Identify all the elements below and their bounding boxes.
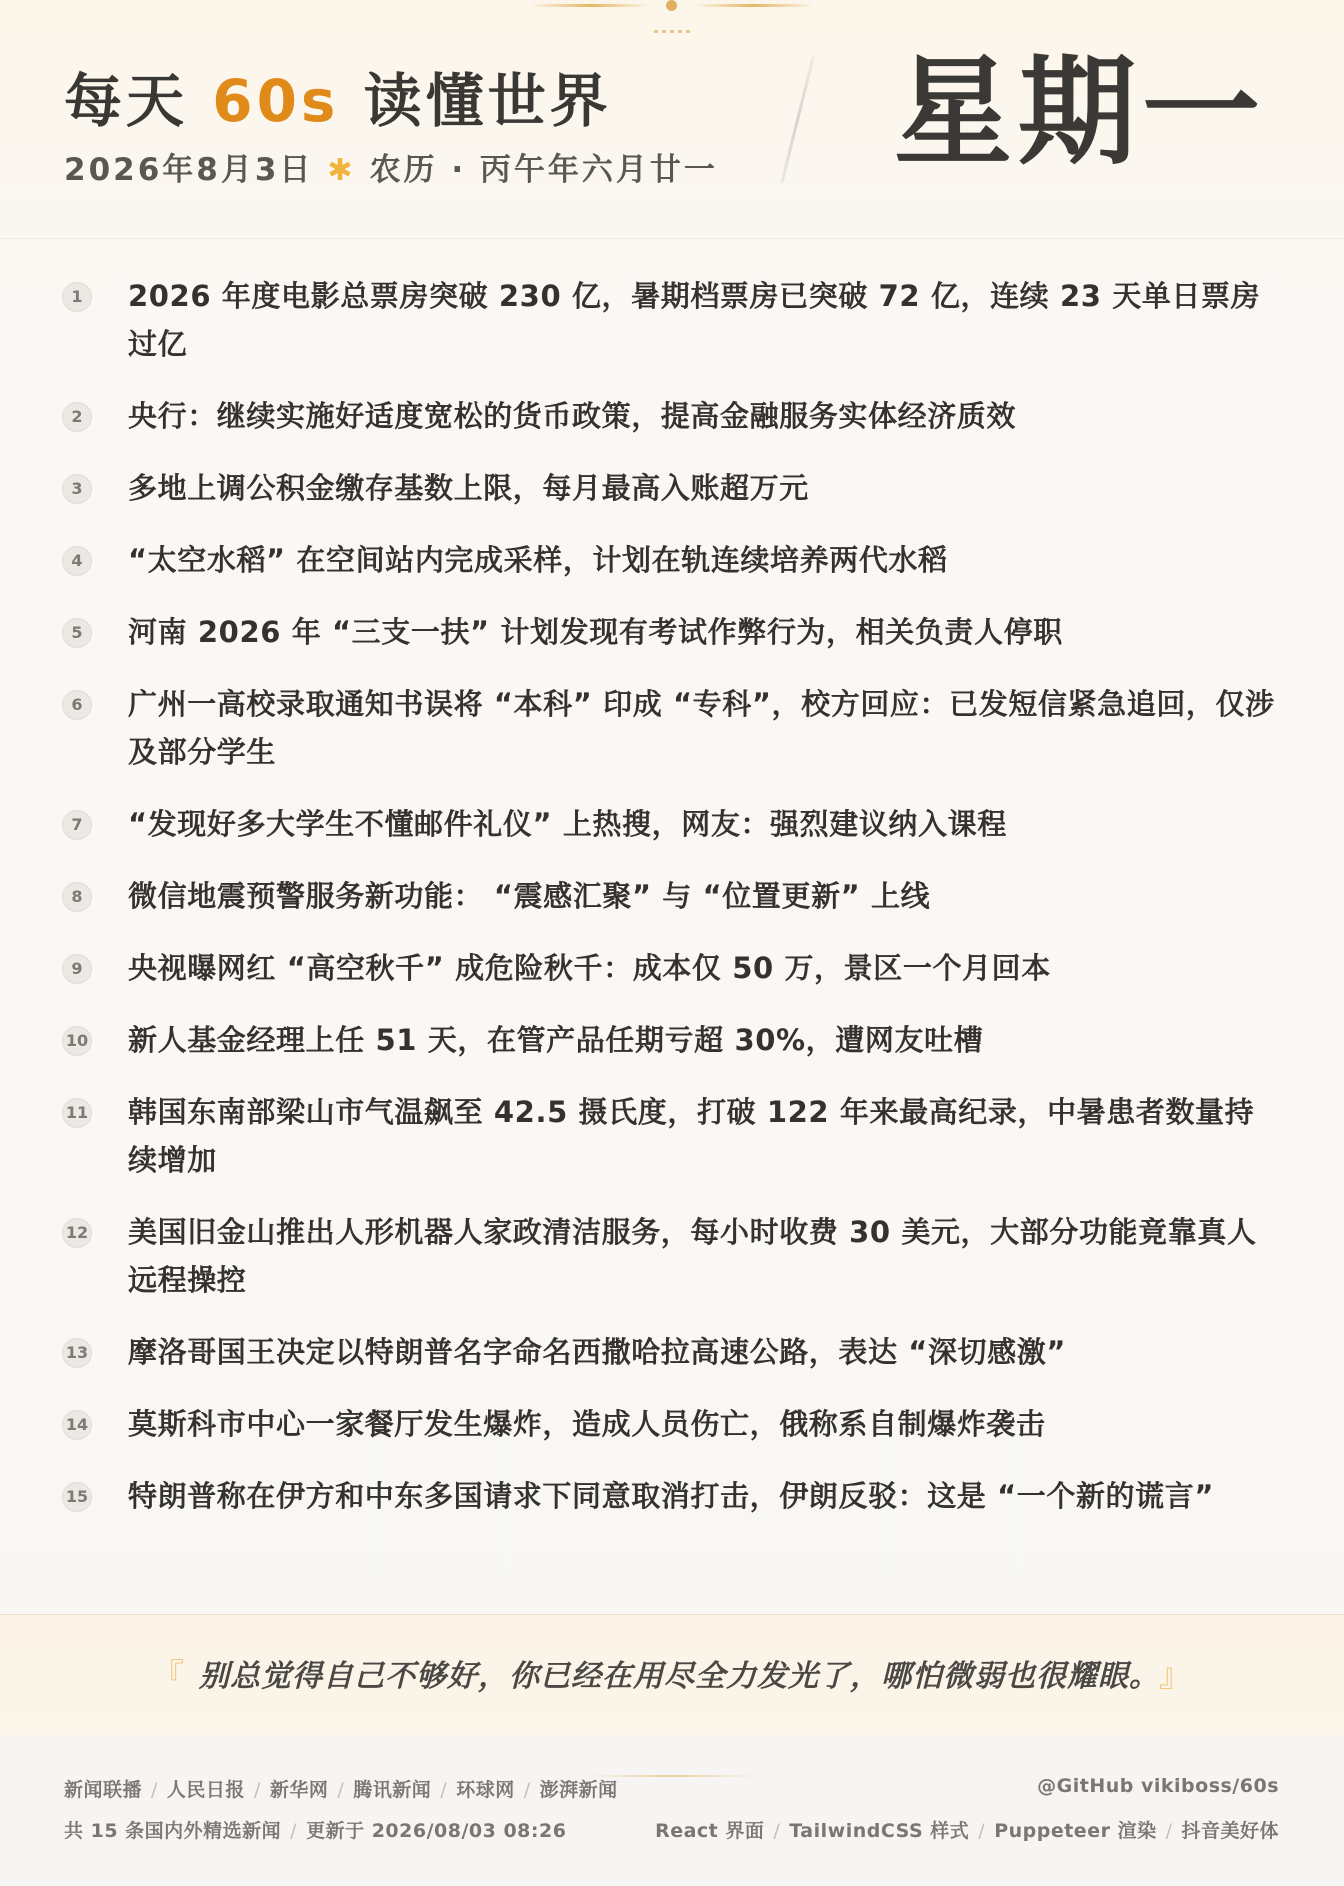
separator: / xyxy=(523,1779,531,1801)
ornament-line-right xyxy=(694,4,814,7)
news-source: 腾讯新闻 xyxy=(353,1779,432,1801)
quote-text: 别总觉得自己不够好，你已经在用尽全力发光了，哪怕微弱也很耀眼。 xyxy=(199,1659,1145,1694)
daily-quote xyxy=(0,1615,1344,1735)
separator: / xyxy=(773,1820,781,1842)
quote-open-mark: 『 xyxy=(151,1656,185,1694)
weekday: 星期一 xyxy=(893,43,1266,181)
date-row xyxy=(64,144,718,189)
news-source: 新闻联播 xyxy=(64,1779,143,1801)
news-item xyxy=(62,872,1282,920)
title-suffix: 读懂世界 xyxy=(363,67,612,135)
news-item xyxy=(62,944,1282,992)
news-number-badge: 14 xyxy=(62,1410,92,1440)
news-number-badge: 1 xyxy=(62,282,92,312)
news-number-badge: 5 xyxy=(62,618,92,648)
news-number-badge: 15 xyxy=(62,1482,92,1512)
gregorian-date: 2026年8月3日 xyxy=(64,152,314,188)
news-number-badge: 7 xyxy=(62,810,92,840)
github-link[interactable]: @GitHub vikiboss/60s xyxy=(1037,1775,1279,1797)
sparkle-icon: ✱ xyxy=(327,153,356,188)
news-item xyxy=(62,1016,1282,1064)
news-number-badge: 10 xyxy=(62,1026,92,1056)
news-count: 共 15 条国内外精选新闻 xyxy=(64,1820,282,1842)
sources-row xyxy=(64,1775,618,1802)
news-number-badge: 11 xyxy=(62,1098,92,1128)
news-headline: 广州一高校录取通知书误将 “本科” 印成 “专科”，校方回应：已发短信紧急追回，仅涉及部分学生 xyxy=(128,687,1275,769)
news-headline: “太空水稻” 在空间站内完成采样，计划在轨连续培养两代水稻 xyxy=(128,543,948,577)
news-number-badge: 9 xyxy=(62,954,92,984)
news-headline: 新人基金经理上任 51 天，在管产品任期亏超 30%，遭网友吐槽 xyxy=(128,1023,984,1057)
header xyxy=(0,0,1344,239)
separator: / xyxy=(290,1820,298,1842)
tech-credit: TailwindCSS 样式 xyxy=(789,1820,970,1842)
tech-credit: React 界面 xyxy=(655,1820,765,1842)
news-item xyxy=(62,1472,1282,1520)
news-number-badge: 12 xyxy=(62,1218,92,1248)
news-item xyxy=(62,1208,1282,1304)
news-item xyxy=(62,464,1282,512)
news-item xyxy=(62,1400,1282,1448)
news-item xyxy=(62,536,1282,584)
news-number-badge: 6 xyxy=(62,690,92,720)
news-item xyxy=(62,608,1282,656)
ornament-dashes xyxy=(654,30,690,33)
news-headline: 美国旧金山推出人形机器人家政清洁服务，每小时收费 30 美元，大部分功能竟靠真人远程操控 xyxy=(128,1215,1257,1297)
news-item xyxy=(62,1328,1282,1376)
separator: / xyxy=(253,1779,261,1801)
separator: / xyxy=(440,1779,448,1801)
news-headline: 莫斯科市中心一家餐厅发生爆炸，造成人员伤亡，俄称系自制爆炸袭击 xyxy=(128,1407,1046,1441)
news-headline: 河南 2026 年 “三支一扶” 计划发现有考试作弊行为，相关负责人停职 xyxy=(128,615,1063,649)
news-headline: 多地上调公积金缴存基数上限，每月最高入账超万元 xyxy=(128,471,809,505)
header-divider xyxy=(780,57,814,184)
news-item xyxy=(62,272,1282,368)
news-item xyxy=(62,800,1282,848)
quote-band xyxy=(0,1614,1344,1736)
news-number-badge: 8 xyxy=(62,882,92,912)
tech-credit: 抖音美好体 xyxy=(1181,1820,1279,1842)
news-headline: 央视曝网红 “高空秋千” 成危险秋千：成本仅 50 万，景区一个月回本 xyxy=(128,951,1051,985)
tech-credit: Puppeteer 渲染 xyxy=(994,1820,1157,1842)
meta-row xyxy=(64,1816,566,1843)
news-headline: “发现好多大学生不懂邮件礼仪” 上热搜，网友：强烈建议纳入课程 xyxy=(128,807,1007,841)
news-headline: 微信地震预警服务新功能： “震感汇聚” 与 “位置更新” 上线 xyxy=(128,879,931,913)
news-headline: 韩国东南部梁山市气温飙至 42.5 摄氏度，打破 122 年来最高纪录，中暑患者数量持续增加 xyxy=(128,1095,1255,1177)
updated-time: 更新于 2026/08/03 08:26 xyxy=(306,1820,567,1842)
news-source: 人民日报 xyxy=(166,1779,245,1801)
ornament-dot xyxy=(666,0,677,11)
news-number-badge: 2 xyxy=(62,402,92,432)
separator: / xyxy=(337,1779,345,1801)
tech-row xyxy=(655,1816,1279,1843)
news-headline: 央行：继续实施好适度宽松的货币政策，提高金融服务实体经济质效 xyxy=(128,399,1017,433)
news-source: 环球网 xyxy=(456,1779,515,1801)
title-prefix: 每天 xyxy=(64,67,189,135)
news-source: 新华网 xyxy=(269,1779,329,1801)
news-headline: 特朗普称在伊方和中东多国请求下同意取消打击，伊朗反驳：这是 “一个新的谎言” xyxy=(128,1479,1215,1513)
separator: / xyxy=(978,1820,986,1842)
news-headline: 摩洛哥国王决定以特朗普名字命名西撒哈拉高速公路，表达 “深切感激” xyxy=(128,1335,1067,1369)
separator: / xyxy=(1165,1820,1173,1842)
lunar-date: 农历 · 丙午年六月廿一 xyxy=(369,152,718,188)
news-item xyxy=(62,392,1282,440)
footer xyxy=(0,1735,1344,1886)
news-number-badge: 3 xyxy=(62,474,92,504)
page-title xyxy=(64,54,612,138)
news-source: 澎湃新闻 xyxy=(539,1779,618,1801)
separator: / xyxy=(151,1779,158,1801)
news-number-badge: 4 xyxy=(62,546,92,576)
news-list xyxy=(62,272,1282,1544)
news-item xyxy=(62,1088,1282,1184)
top-ornament xyxy=(530,0,814,40)
news-headline: 2026 年度电影总票房突破 230 亿，暑期档票房已突破 72 亿，连续 23 天单日票房过亿 xyxy=(128,279,1261,361)
news-number-badge: 13 xyxy=(62,1338,92,1368)
news-item xyxy=(62,680,1282,776)
quote-close-mark: 』 xyxy=(1159,1656,1193,1694)
title-accent: 60s xyxy=(212,67,340,135)
ornament-line-left xyxy=(530,4,650,7)
